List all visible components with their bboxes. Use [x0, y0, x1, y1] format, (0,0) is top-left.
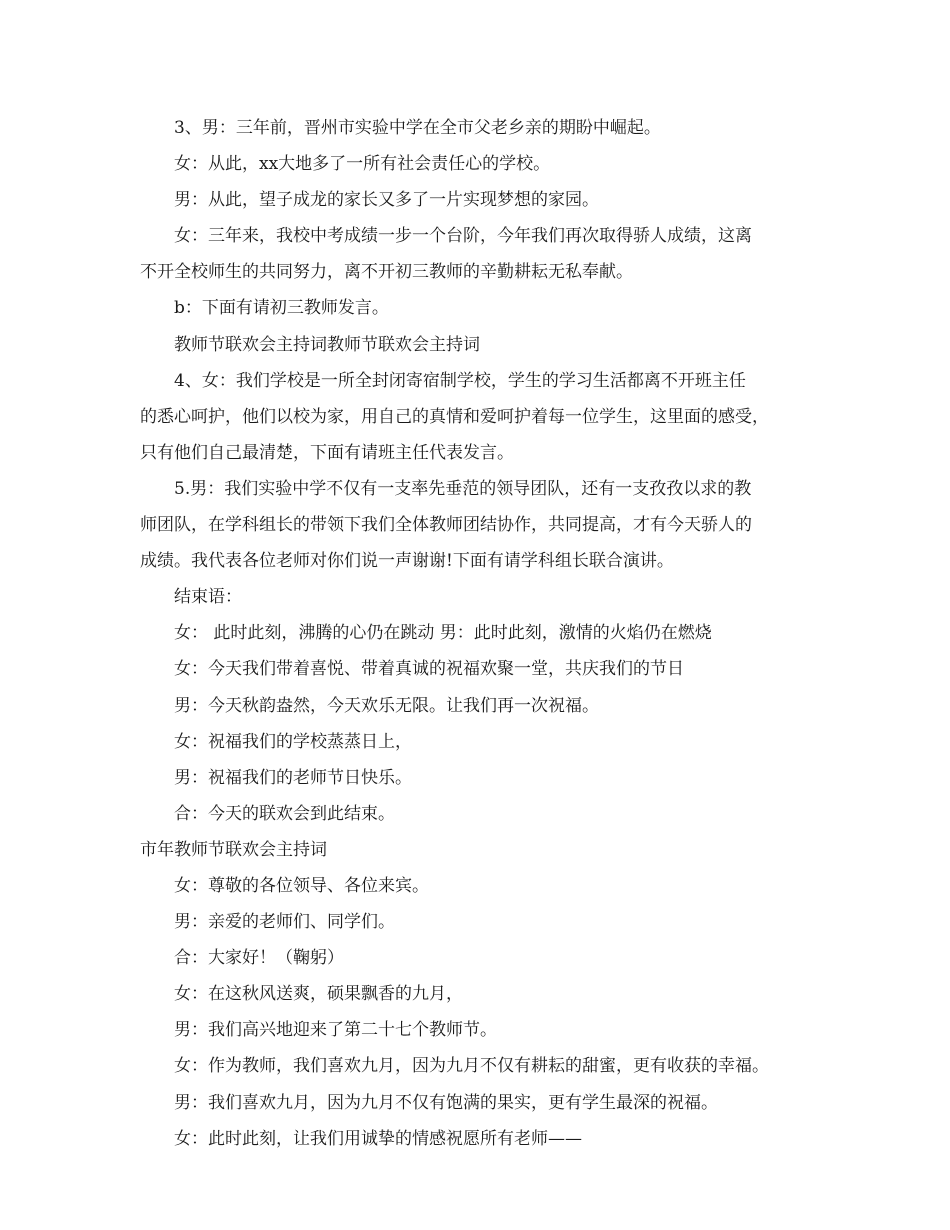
section-heading: 市年教师节联欢会主持词 — [140, 839, 327, 860]
paragraph-line: 男：祝福我们的老师节日快乐。 — [174, 767, 412, 788]
paragraph-line: 女：此时此刻，让我们用诚挚的情感祝愿所有老师—— — [174, 1128, 582, 1149]
paragraph-line: 合：大家好！（鞠躬） — [174, 948, 344, 969]
paragraph-line: 女：作为教师，我们喜欢九月，因为九月不仅有耕耘的甜蜜，更有收获的幸福。 — [174, 1056, 769, 1077]
paragraph-line: 4、女：我们学校是一所全封闭寄宿制学校，学生的学习生活都离不开班主任 — [174, 370, 746, 391]
paragraph-line: 男：亲爱的老师们、同学们。 — [174, 912, 395, 933]
paragraph-line: 男：我们高兴地迎来了第二十七个教师节。 — [174, 1020, 497, 1041]
paragraph-line: 女：尊敬的各位领导、各位来宾。 — [174, 875, 429, 896]
paragraph-line: b：下面有请初三教师发言。 — [174, 298, 389, 319]
paragraph-line: 男：我们喜欢九月，因为九月不仅有饱满的果实，更有学生最深的祝福。 — [174, 1092, 718, 1113]
paragraph-line: 的悉心呵护，他们以校为家，用自己的真情和爱呵护着每一位学生，这里面的感受， — [140, 406, 769, 427]
paragraph-line: 不开全校师生的共同努力，离不开初三教师的辛勤耕耘无私奉献。 — [140, 262, 633, 283]
paragraph-line: 3、男：三年前，晋州市实验中学在全市父老乡亲的期盼中崛起。 — [174, 118, 661, 138]
paragraph-line: 5.男：我们实验中学不仅有一支率先垂范的领导团队，还有一支孜孜以求的教 — [174, 478, 752, 499]
paragraph-line: 女：在这秋风送爽，硕果飘香的九月， — [174, 984, 463, 1005]
paragraph-line: 只有他们自己最清楚，下面有请班主任代表发言。 — [140, 442, 514, 463]
paragraph-line: 男：从此，望子成龙的家长又多了一片实现梦想的家园。 — [174, 190, 599, 211]
document-body — [140, 110, 820, 1157]
section-heading: 结束语： — [174, 587, 242, 608]
paragraph-line: 师团队，在学科组长的带领下我们全体教师团结协作，共同提高，才有今天骄人的 — [140, 515, 752, 536]
paragraph-line: 女：从此，xx大地多了一所有社会责任心的学校。 — [174, 154, 551, 175]
paragraph-line: 成绩。我代表各位老师对你们说一声谢谢!下面有请学科组长联合演讲。 — [140, 551, 674, 572]
section-heading: 教师节联欢会主持词教师节联欢会主持词 — [174, 334, 480, 355]
paragraph-line: 女： 此时此刻，沸腾的心仍在跳动 男：此时此刻，激情的火焰仍在燃烧 — [174, 623, 712, 644]
paragraph-line: 合：今天的联欢会到此结束。 — [174, 803, 395, 824]
paragraph-line: 女：今天我们带着喜悦、带着真诚的祝福欢聚一堂，共庆我们的节日 — [174, 659, 684, 680]
paragraph-line: 女：三年来，我校中考成绩一步一个台阶，今年我们再次取得骄人成绩，这离 — [174, 226, 752, 247]
paragraph-line: 男：今天秋韵盎然，今天欢乐无限。让我们再一次祝福。 — [174, 695, 599, 716]
paragraph-line: 女：祝福我们的学校蒸蒸日上， — [174, 731, 412, 752]
